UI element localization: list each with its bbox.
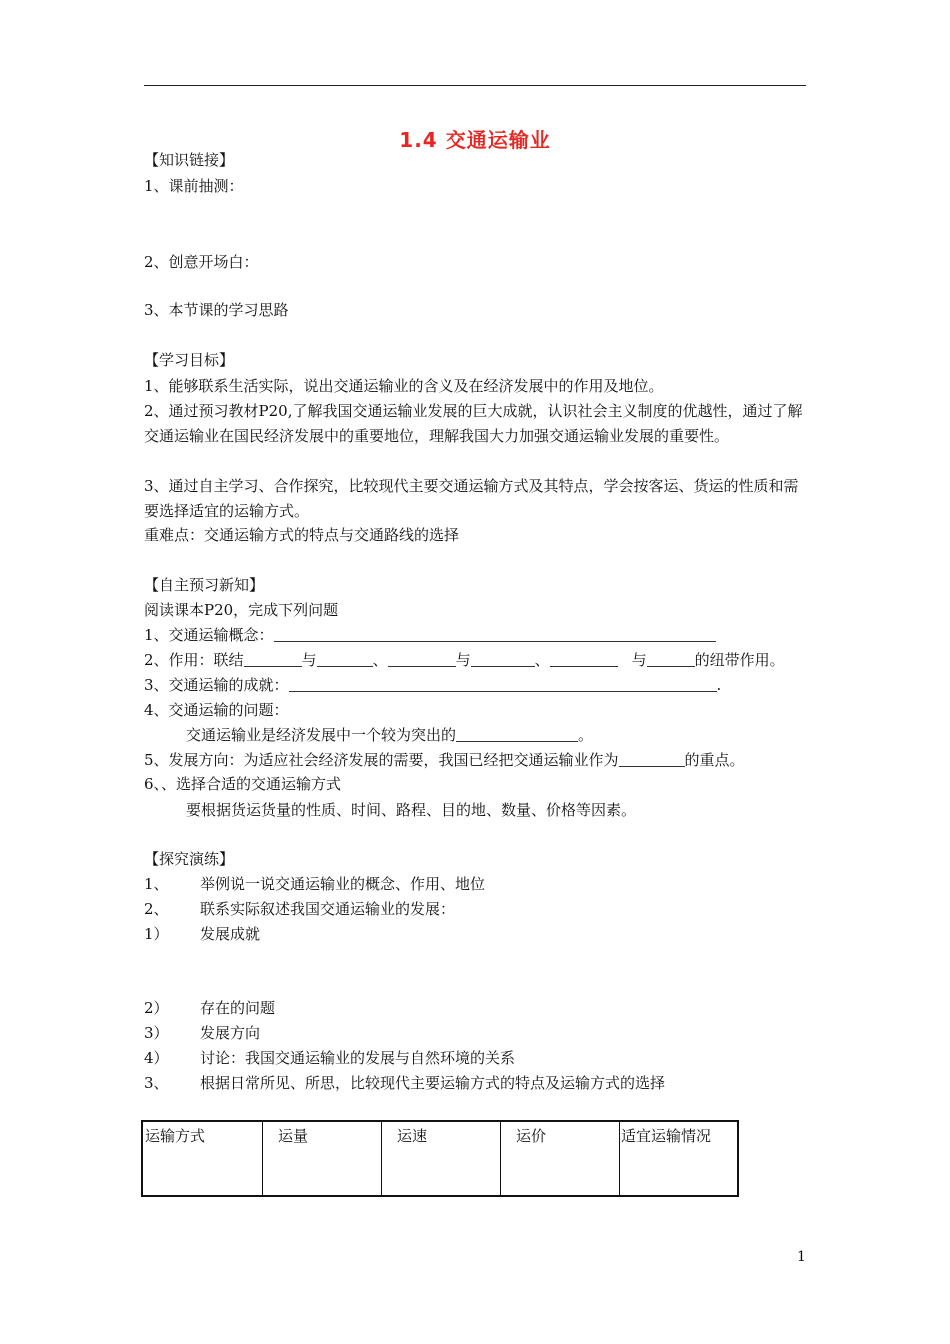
- answer-blank[interactable]: [550, 652, 618, 667]
- explore-item: [144, 1073, 665, 1093]
- table-header-cell: 运输方式: [145, 1127, 206, 1145]
- explore-item-text: 联系实际叙述我国交通运输业的发展：: [200, 900, 456, 918]
- explore-item-text: 发展成就: [200, 925, 261, 943]
- preview-q5-text: 5、发展方向：为适应社会经济发展的需要，我国已经把交通运输业作为: [144, 751, 619, 769]
- explore-item-number: 4）: [144, 1049, 169, 1067]
- explore-item-number: 3）: [144, 1024, 169, 1042]
- explore-item-number: 1、: [144, 875, 169, 893]
- explore-item: [144, 998, 275, 1018]
- explore-item-number: 1）: [144, 925, 169, 943]
- preview-q2-text: 的纽带作用。: [694, 651, 785, 669]
- explore-item-text: 讨论：我国交通运输业的发展与自然环境的关系: [200, 1049, 516, 1067]
- preview-q5: [144, 750, 745, 770]
- preview-q3-end: .: [716, 676, 722, 694]
- goal-item: 3、通过自主学习、合作探究，比较现代主要交通运输方式及其特点，学会按客运、货运的性质和需要选择适宜的运输方式。: [144, 477, 799, 520]
- explore-item-number: 2）: [144, 999, 169, 1017]
- explore-item-text: 发展方向: [200, 1024, 261, 1042]
- key-points: 重难点：交通运输方式的特点与交通路线的选择: [144, 526, 460, 544]
- page-title: 1.4 交通运输业: [399, 128, 551, 152]
- explore-item-text: 存在的问题: [200, 999, 276, 1017]
- answer-blank[interactable]: [317, 652, 373, 667]
- explore-item-number: 2、: [144, 900, 169, 918]
- preview-q2: [144, 650, 785, 670]
- answer-blank[interactable]: [456, 727, 578, 742]
- answer-blank[interactable]: [274, 627, 716, 642]
- preview-q2-text: 与: [455, 651, 471, 669]
- preview-q2-label: 2、作用：联结: [144, 651, 244, 669]
- transport-comparison-table: [141, 1120, 739, 1197]
- answer-blank[interactable]: [388, 652, 456, 667]
- explore-item-text: 举例说一说交通运输业的概念、作用、地位: [200, 875, 486, 893]
- section-heading-preview: 【自主预习新知】: [144, 576, 265, 594]
- explore-item: [144, 874, 485, 894]
- page-number: 1: [797, 1249, 806, 1265]
- section-heading-knowledge: 【知识链接】: [144, 151, 235, 169]
- preview-q2-text: 、: [372, 651, 388, 669]
- preview-q2-text: 与: [631, 651, 647, 669]
- preview-q2-text: 、: [534, 651, 550, 669]
- preview-q1: [144, 625, 716, 645]
- explore-item-text: 根据日常所见、所思，比较现代主要运输方式的特点及运输方式的选择: [200, 1074, 666, 1092]
- answer-blank[interactable]: [289, 677, 717, 692]
- header-rule: [144, 85, 806, 86]
- goal-item: 2、通过预习教材P20,了解我国交通运输业发展的巨大成就，认识社会主义制度的优越性，通过了解交通运输业在国民经济发展中的重要地位，理解我国大力加强交通运输业发展的重要性。: [144, 402, 803, 445]
- section-heading-explore: 【探究演练】: [144, 850, 235, 868]
- preview-q6: 6、、选择合适的交通运输方式: [144, 775, 342, 793]
- table-header-cell: 运量: [278, 1127, 309, 1145]
- answer-blank[interactable]: [244, 652, 302, 667]
- preview-q3-label: 3、交通运输的成就：: [144, 676, 289, 694]
- explore-item: [144, 1048, 515, 1068]
- table-header-cell: 运价: [516, 1127, 547, 1145]
- table-header-cell: 适宜运输情况: [621, 1127, 712, 1145]
- preview-q4: 4、交通运输的问题：: [144, 701, 289, 719]
- answer-blank[interactable]: [471, 652, 535, 667]
- goal-item: 1、能够联系生活实际，说出交通运输业的含义及在经济发展中的作用及地位。: [144, 377, 664, 395]
- table-header-cell: 运速: [397, 1127, 428, 1145]
- preview-q1-label: 1、交通运输概念：: [144, 626, 274, 644]
- preview-intro: 阅读课本P20，完成下列问题: [144, 601, 339, 619]
- explore-item: [144, 1023, 260, 1043]
- preview-q4-sub-text: 交通运输业是经济发展中一个较为突出的: [186, 726, 457, 744]
- preview-q4-sub: [186, 725, 593, 745]
- preview-q4-sub-end: 。: [578, 726, 594, 744]
- preview-q3: [144, 675, 721, 695]
- preview-q6-sub: 要根据货运货量的性质、时间、路程、目的地、数量、价格等因素。: [186, 801, 637, 819]
- knowledge-item: 3、本节课的学习思路: [144, 301, 289, 319]
- knowledge-item: 1、课前抽测：: [144, 177, 244, 195]
- preview-q5-end: 的重点。: [684, 751, 745, 769]
- section-heading-goals: 【学习目标】: [144, 351, 235, 369]
- answer-blank[interactable]: [619, 752, 685, 767]
- explore-item: [144, 899, 455, 919]
- knowledge-item: 2、创意开场白：: [144, 253, 259, 271]
- answer-blank[interactable]: [647, 652, 695, 667]
- explore-item-number: 3、: [144, 1074, 169, 1092]
- explore-item: [144, 924, 260, 944]
- preview-q2-text: 与: [301, 651, 317, 669]
